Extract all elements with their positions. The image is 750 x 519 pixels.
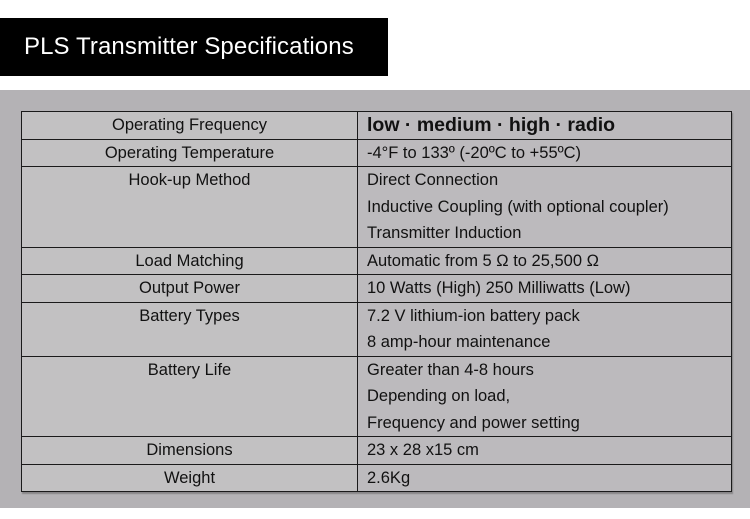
page-title-banner: [0, 18, 388, 76]
spec-value: Automatic from 5 Ω to 25,500 Ω: [358, 247, 732, 275]
spec-value: 2.6Kg: [358, 464, 732, 492]
spec-value: Greater than 4-8 hours Depending on load, Frequency and power setting: [358, 356, 732, 437]
spec-value: 23 x 28 x15 cm: [358, 437, 732, 465]
spec-value: 10 Watts (High) 250 Milliwatts (Low): [358, 275, 732, 303]
table-row-operating-temperature: [22, 139, 732, 167]
spec-label: Operating Frequency: [22, 112, 358, 140]
spec-value: 7.2 V lithium-ion battery pack 8 amp-hour maintenance: [358, 302, 732, 356]
spec-value: Direct Connection Inductive Coupling (with optional coupler) Transmitter Induction: [358, 167, 732, 248]
table-row-operating-frequency: [22, 112, 732, 140]
spec-value: [358, 112, 732, 140]
spec-label: Hook-up Method: [22, 167, 358, 248]
table-row-dimensions: [22, 437, 732, 465]
table-row-output-power: [22, 275, 732, 303]
specifications-table: [21, 111, 732, 492]
page-title: PLS Transmitter Specifications: [24, 33, 354, 60]
table-row-battery-life: [22, 356, 732, 437]
spec-label: Weight: [22, 464, 358, 492]
spec-label: Battery Life: [22, 356, 358, 437]
table-row-battery-types: [22, 302, 732, 356]
spec-value: -4°F to 133º (-20ºC to +55ºC): [358, 139, 732, 167]
frequency-bands: low · medium · high · radio: [367, 114, 616, 136]
spec-label: Load Matching: [22, 247, 358, 275]
specs-panel: [0, 90, 750, 508]
spec-label: Dimensions: [22, 437, 358, 465]
spec-label: Operating Temperature: [22, 139, 358, 167]
spec-label: Battery Types: [22, 302, 358, 356]
table-row-load-matching: [22, 247, 732, 275]
spec-label: Output Power: [22, 275, 358, 303]
table-row-weight: [22, 464, 732, 492]
table-row-hook-up-method: [22, 167, 732, 248]
